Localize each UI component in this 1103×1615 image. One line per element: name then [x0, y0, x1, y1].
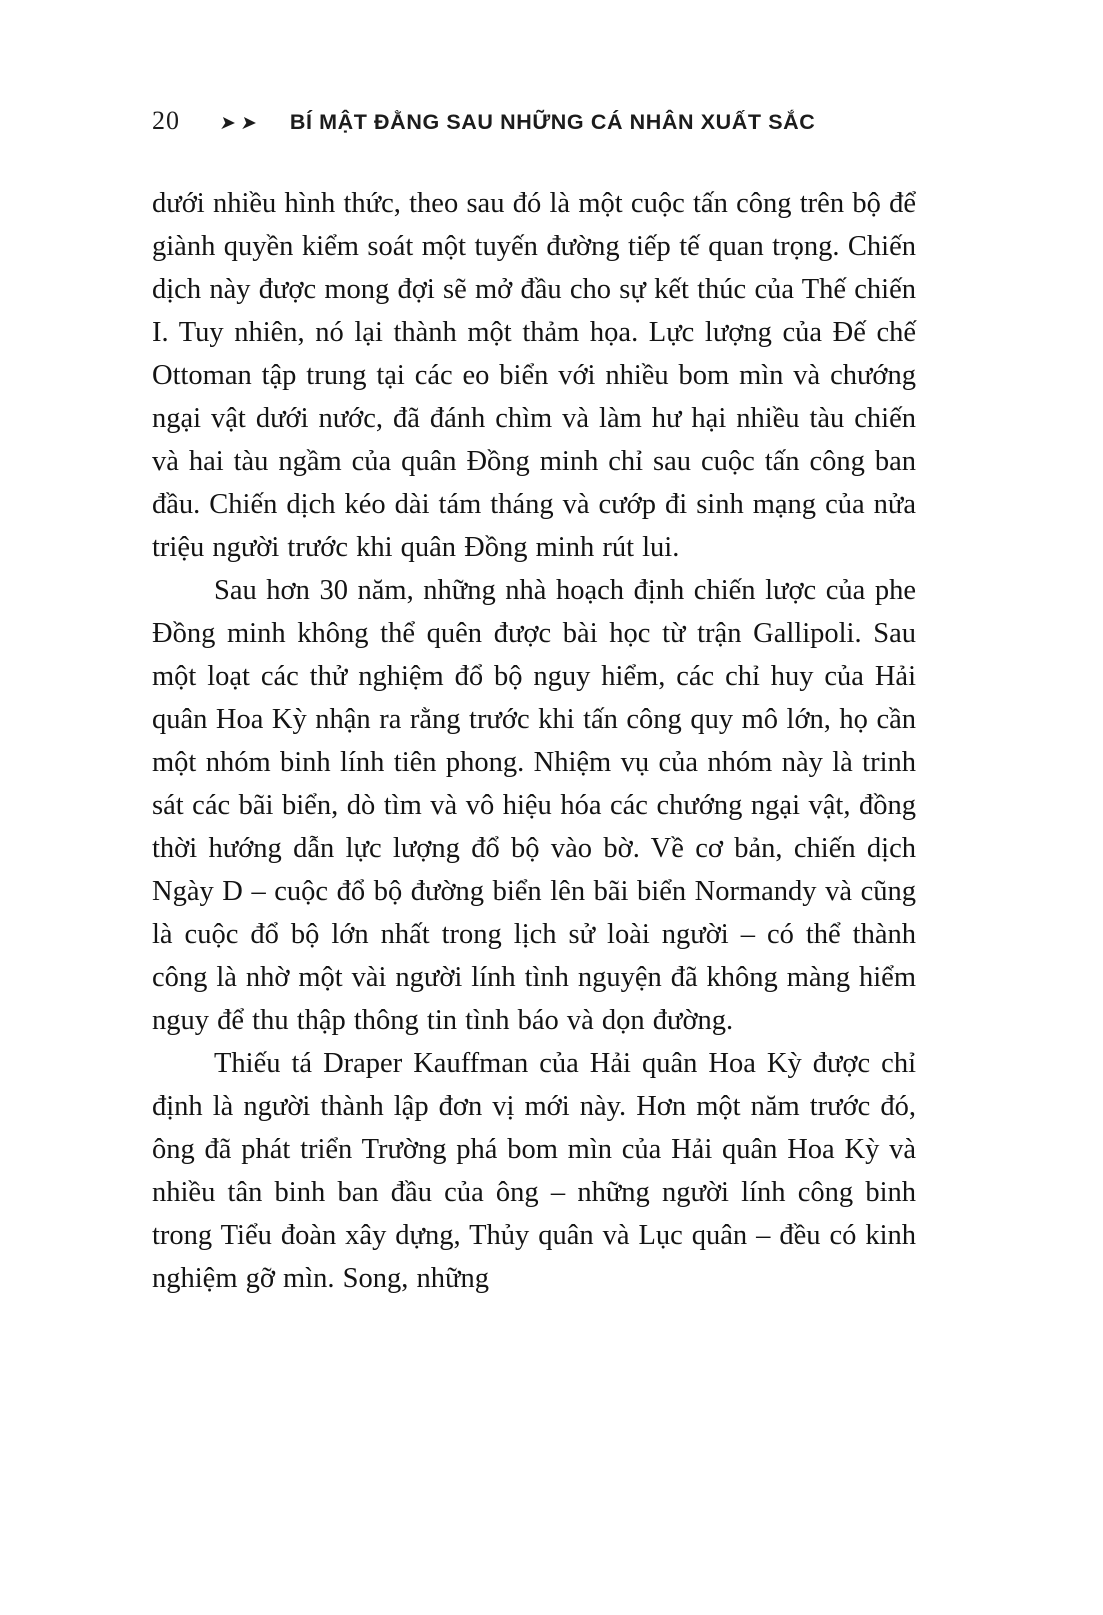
body-paragraph: dưới nhiều hình thức, theo sau đó là một cuộc tấn công trên bộ để giành quyền kiểm soát một tuyến đường tiếp tế quan trọng. Chiến dịch này được mong đợi sẽ mở đầu cho sự kết thúc của Thế chiến I. Tuy nhiên, nó lại thành một thảm họa. Lực lượng của Đế chế Ottoman tập trung tại các eo biển với nhiều bom mìn và chướng ngại vật dưới nước, đã đánh chìm và làm hư hại nhiều tàu chiến và hai tàu ngầm của quân Đồng minh chỉ sau cuộc tấn công ban đầu. Chiến dịch kéo dài tám tháng và cướp đi sinh mạng của nửa triệu người trước khi quân Đồng minh rút lui. — [152, 188, 916, 563]
page-number: 20 — [152, 106, 180, 135]
running-head — [152, 106, 916, 136]
double-arrow-icon: ➤➤ — [218, 112, 264, 134]
page-body — [152, 182, 916, 1300]
running-head-title: BÍ MẬT ĐẰNG SAU NHỮNG CÁ NHÂN XUẤT SẮC — [289, 110, 816, 134]
body-paragraph: Sau hơn 30 năm, những nhà hoạch định chiến lược của phe Đồng minh không thể quên được bài học từ trận Gallipoli. Sau một loạt các thử nghiệm đổ bộ nguy hiểm, các chỉ huy của Hải quân Hoa Kỳ nhận ra rằng trước khi tấn công quy mô lớn, họ cần một nhóm binh lính tiên phong. Nhiệm vụ của nhóm này là trinh sát các bãi biển, dò tìm và vô hiệu hóa các chướng ngại vật, đồng thời hướng dẫn lực lượng đổ bộ vào bờ. Về cơ bản, chiến dịch Ngày D – cuộc đổ bộ đường biển lên bãi biển Normandy và cũng là cuộc đổ bộ lớn nhất trong lịch sử loài người – có thể thành công là nhờ một vài người lính tình nguyện đã không màng hiểm nguy để thu thập thông tin tình báo và dọn đường. — [152, 575, 916, 1036]
body-paragraph: Thiếu tá Draper Kauffman của Hải quân Hoa Kỳ được chỉ định là người thành lập đơn vị mới này. Hơn một năm trước đó, ông đã phát triển Trường phá bom mìn của Hải quân Hoa Kỳ và nhiều tân binh ban đầu của ông – những người lính công binh trong Tiểu đoàn xây dựng, Thủy quân và Lục quân – đều có kinh nghiệm gỡ mìn. Song, những — [152, 1048, 916, 1294]
